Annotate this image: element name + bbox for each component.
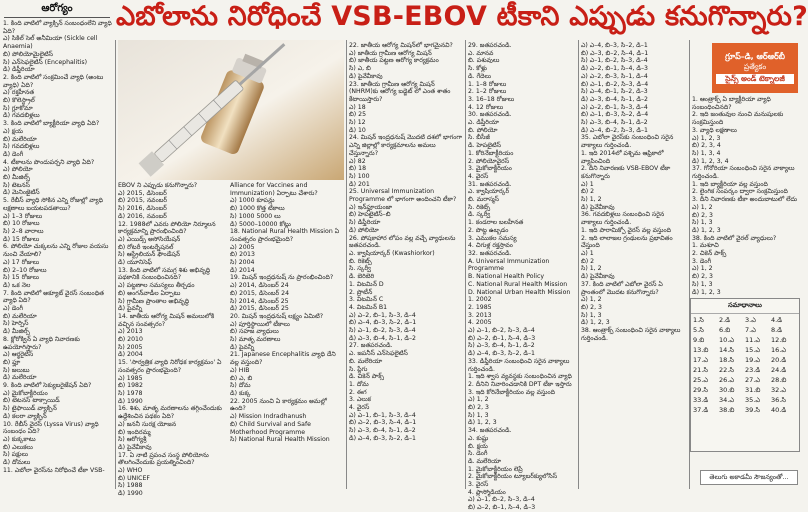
answer-item: 25.ఎ	[693, 376, 708, 384]
answer-item: 37.డి	[693, 406, 709, 414]
answer-item: 21.సి	[693, 366, 708, 374]
answer-item: 19.ఎ	[745, 356, 760, 364]
left-question-column	[0, 0, 114, 489]
answer-item: 8.డి	[771, 326, 783, 334]
answer-item: 3.ఎ	[745, 316, 756, 324]
column-divider	[346, 40, 347, 489]
author-box	[712, 43, 798, 93]
answer-item: 23.డి	[745, 366, 761, 374]
answer-item: 27.ఎ	[745, 376, 760, 384]
answer-item: 39.సి	[745, 406, 760, 414]
answer-item: 26.ఎ	[719, 376, 734, 384]
answer-item: 9.బి	[693, 336, 705, 344]
answer-grid	[691, 314, 799, 416]
answer-item: 31.బి	[745, 386, 761, 394]
answer-item: 38.బి	[719, 406, 735, 414]
question-column-2: EBOV ని ఎప్పుడు కనుగొన్నారు? ఎ) 2015, డిసెంబర్ బి) 2015, నవంబర్ సి) 2016, డిసెంబర్ డి) 2016, నవంబర్ 12. 1988లో ఎవరు పోలియో నిర్మూలన కార్యక్రమాన్ని ప్రారంభించింది? ఎ) ఎయిడ్స్ అసోసియేషన్ బి) రోటరీ ఇంటర్నేషనల్ సి) ఆస్ట్రేలియన్ ఫౌండేషన్ డి) యూనిసెఫ్ 13. కింది వాటిలో సమగ్ర శిశు అభివృద్ధి పథకానికి సంబంధించినది? ఎ) పట్టణాల సమస్యలు తీర్చడం బి) అంగన్‌వాడీల ఏర్పాటు సి) గ్రామీణ ప్రాంతాల అభివృద్ధి డి) పైవన్నీ 14. జాతీయ ఆరోగ్య మిషన్ అమలులోకి వచ్చిన సంవత్సరం? ఎ) 2013 బి) 2010 సి) 2005 డి) 2004 15. 'సార్వత్రిక వ్యాధి నిరోధక కార్యక్రమం' ఏ సంవత్సరం ప్రారంభమైంది? ఎ) 1985 బి) 1982 సి) 1978 డి) 1990 16. శిశు, మాతృ మరణాలను తగ్గించేందుకు ఉద్దేశించిన పథకం ఏది? ఎ) జననీ సురక్ష యోజన బి) ఇందిరమ్మ సి) ఆరోగ్యశ్రీ డి) పైవేవీకావు 17. ఏ నాటి ప్రపంచ సంస్థ పోలియోను తొలగించేందుకు ప్రయత్నించింది? ఎ) WHO బి) UNICEF సి) 1988 డి) 1990	[118, 182, 222, 498]
author-line-2: ప్రత్యేకం	[743, 62, 767, 71]
answer-item: 6.బి	[719, 326, 731, 334]
answer-item: 13.బి	[693, 346, 709, 354]
vaccine-photo	[118, 40, 344, 180]
answer-key	[690, 298, 800, 452]
author-line-1: గ్రూప్–డి, ఆర్ఆర్‌బీ	[725, 52, 785, 61]
answer-item: 2.డి	[719, 316, 731, 324]
question-column-7: 1. ఆంత్రాక్స్ ఏ బ్యాక్టీరియా వ్యాధి సంబంధించినది? 2. ఇది జంతువుల నుంచి మనుషులకు సంక్రమిస్తుంది 3. వ్యాధి లక్షణాలు ఎ) 1, 2, 3 బి) 2, 3, 4 సి) 1, 3, 4 డి) 1, 2, 3, 4 37. గోనోరియా సంబంధించి సరైన వాక్యాలు గుర్తించండి. 1. ఇది బ్యాక్టీరియా వల్ల వస్తుంది 2. లైంగిక సంపర్కం ద్వారా సంక్రమిస్తుంది 3. దీని నివారణకు టీకా అందుబాటులో లేదు ఎ) 1, 2 బి) 2, 3 సి) 1, 3 డి) 1, 2, 3 38. కింది వాటిలో వైరల్ వ్యాధులు? 1. మశూచి 2. చికెన్ పాక్స్ 3. డెంగీ ఎ) 1, 2 బి) 2, 3 సి) 1, 3 డి) 1, 2, 3	[692, 96, 797, 296]
answer-item: 10.ఎ	[719, 336, 734, 344]
question-column-4: 22. జాతీయ ఆరోగ్య మిషన్‌లో భాగమైనవి? ఎ) జాతీయ గ్రామీణ ఆరోగ్య మిషన్ బి) జాతీయ పట్టణ ఆరోగ్య కార్యక్రమం సి) ఎ, బి డి) పైవేవీకావు 23. జాతీయ గ్రామీణ ఆరోగ్య మిషన్ (NHRM)కు ఆరోగ్య బడ్జెట్ లో ఎంత శాతం కేటాయిస్తారు? ఎ) 18 బి) 25 సి) 12 డి) 10 24. మిషన్ ఇంద్రధనుష్ మొదటి దశలో భాగంగా ఎన్ని జిల్లాల్లో కార్యక్రమాలను అమలు చేస్తున్నారు? ఎ) 82 బి) 18 సి) 100 డి) 201 25. Universal Immunization Programme లో భాగంగా అందించని టీకా? ఎ) ఇన్‌ఫ్లూయంజా బి) హెపటైటిస్–బి సి) డిఫ్తీరియా డి) పోలియో 26. పోషకాహార లోపం వల్ల వచ్చే వ్యాధులను జతపరచండి. ఎ. క్వాషియార్కర్ (Kwashiorkor) బి. రికెట్స్ సి. స్కర్వీ డి. బెరిబెరి 1. విటమిన్ D 2. ప్రొటీన్ 3. విటమిన్ C 4. విటమిన్ B1 ఎ) ఎ–2, బి–1, సి–3, డి–4 బి) ఎ–4, బి–3, సి–2, డి–1 సి) ఎ–1, బి–2, సి–3, డి–4 డి) ఎ–3, బి–4, సి–1, డి–2 27. జతపరచండి. ఎ. జపనీస్ ఎన్‌సెఫలైటిస్ బి. మలేరియా సి. ప్లేగు డి. చికెన్ పాక్స్ 1. దోమ 2. ఈగ 3. ఎలుక 4. వైరస్ ఎ) ఎ–1, బి–1, సి–3, డి–4 బి) ఎ–2, బి–3, సి–4, డి–1 సి) ఎ–3, బి–4, సి–1, డి–2 డి) ఎ–4, బి–3, సి–2, డి–1	[349, 42, 463, 442]
department-label: సైన్స్ అండ్ టెక్నాలజీ	[716, 74, 794, 84]
answer-item: 7.ఎ	[745, 326, 756, 334]
answer-item: 5.సి	[693, 326, 704, 334]
answer-item: 11.ఎ	[745, 336, 760, 344]
answer-item: 14.సి	[719, 346, 734, 354]
question-column-5: 29. జతపరచండి. ఎ. మానవ బి. పశువులు సి. కోళ్లు డి. గేదెలు 1. 1–8 రోజులు 2. 1–2 రోజులు 3. 16–18 రోజులు 4. 12 రోజులు 30. జతపరచండి. ఎ. డిప్తీరియా బి. పోలియో సి. బీసీజీ డి. హెపటైటిస్ 1. కోరినేబాక్టీరియం 2. పోలియోవైరస్ 3. మైకోబాక్టీరియం 4. వైరస్ 31. జతపరచండి. ఎ. క్వాషియార్కర్ బి. మరాస్మస్ సి. రికెట్స్ డి. స్కర్వీ 1. కండరాల బలహీనత 2. పొట్ట ఉబ్బడం 3. ఎముకల సమస్య 4. చిగుళ్ల రక్తస్రావం 32. జతపరచండి. A. Universal Immunization Programme B. National Health Policy C. National Rural Health Mission D. National Urban Health Mission 1. 2002 2. 1985 3. 2013 4. 2005 ఎ) ఎ–1, బి–2, సి–3, డి–4 బి) ఎ–2, బి–1, సి–4, డి–3 సి) ఎ–3, బి–4, సి–1, డి–2 డి) ఎ–4, బి–3, సి–2, డి–1 33. డిఫ్తీరియా సంబంధించి సరైన వాక్యాలు గుర్తించండి. 1. ఇది శ్వాస వ్యవస్థకు సంబంధించిన వ్యాధి 2. దీనిని నివారించడానికి DPT టీకా ఇస్తారు 3. ఇది కోరినేబాక్టీరియం వల్ల వస్తుంది ఎ) 1, 2 బి) 2, 3 సి) 1, 3 డి) 1, 2, 3 34. జతపరచండి. ఎ. కుష్టు బి. క్షయ సి. డెంగీ డి. మలేరియా 1. మైకోబాక్టీరియం లెప్రే 2. మైకోబాక్టీరియం ట్యూబర్‌క్యులోసిస్ 3. వైరస్ 4. ప్లాస్మోడియం ఎ) ఎ–1, బి–2, సి–3, డి–4 బి) ఎ–2, బి–1, సి–4, డి–3	[468, 42, 572, 512]
answer-item: 12.బి	[771, 336, 787, 344]
answer-item: 18.సి	[719, 356, 734, 364]
headline: ఎబోలాను నిరోధించే VSB-EBOV టీకాని ఎప్పుడు కనుగొన్నారు?	[116, 1, 808, 32]
answer-item: 15.ఎ	[745, 346, 760, 354]
answer-item: 17.ఎ	[693, 356, 708, 364]
answer-item: 22.సి	[719, 366, 734, 374]
answer-item: 1.సి	[693, 316, 704, 324]
answer-item: 29.సి	[693, 386, 708, 394]
column-divider	[578, 40, 579, 489]
answer-item: 35.ఎ	[745, 396, 760, 404]
source-tag: తెలుగు అకాడమీ సౌజన్యంతో...	[700, 470, 798, 485]
answer-item: 34.ఎ	[719, 396, 734, 404]
answer-item: 20.డి	[771, 356, 787, 364]
left-questions: 1. కింది వాటిలో వ్యాక్సిన్ సంబంధంలేని వ్యాధి ఏది? ఎ) సికిల్ సెల్ అనీమియా (Sickle cell Anaemia) బి) పోలియోమైలైటిస్ సి) ఎన్‌సెఫలైటిస్ (Encephalitis) డి) డిఫ్తీరియా 2. కింది వాటిలో సంక్రమించే వ్యాధి (అంటు వ్యాధి) ఏది? ఎ) రక్తహీనత బి) కొలెస్ట్రాల్ సి) గ్లూకోమా డి) గవదబిళ్లలు 3. కింది వాటిలో బ్యాక్టీరియా వ్యాధి ఏది? ఎ) క్షయ బి) మలేరియా సి) గవదబిళ్లలు డి) డెంగీ 4. టీకాలను పొందుపర్చని వ్యాధి ఏది? ఎ) పోలియో బి) మీజిల్స్ సి) టెటనస్ డి) మెనింజైటిస్ 5. రేబీస్ వ్యాధి సోకిన ఎన్ని రోజుల్లో వ్యాధి లక్షణాలు బయటపడతాయి? ఎ) 1–3 రోజులు బి) 10 రోజులు సి) 2–8 వారాలు డి) 15 రోజులు 6. పోలియో చుక్కలను ఎన్ని రోజుల వయసు నుంచి వేయాలి? ఎ) 17 రోజులు బి) 2–10 రోజులు సి) 15 రోజులు డి) ఒక నెల 7. కింది వాటిలో అక్యూట్ వైరస్ సంబంధిత వ్యాధి ఏది? ఎ) డెంగీ బి) మలేరియా సి) హెర్పిస్ డి) మీజిల్స్ 8. క్లోరోక్విన్ ఏ వ్యాధి నివారణకు ఉపయోగిస్తారు? ఎ) ఆర్థరైటిస్ బి) ఫ్లూ సి) జలుబు డి) మలేరియా 9. కింది వాటిలో సెక్యుబరైజేషన్ ఏది? ఎ) మైకోబాక్టీరియం బి) టెటనస్ టాక్సాయిడ్ సి) టైఫాయిడ్ వ్యాక్సిన్ డి) కలరా వ్యాక్సిన్ 10. రేబీస్ వైరస్ (Lyssa Virus) వ్యాధి సంబంధం ఏది? ఎ) కుక్కకాటు బి) ఎలుకలు సి) పక్షులు డి) దోమలు 11. ఎబోలా వైరస్‌ను నిరోధించే టీకా VSB-	[3, 20, 112, 474]
column-divider	[115, 40, 116, 489]
answer-item: 16.ఎ	[771, 346, 786, 354]
answer-item: 32.ఎ	[771, 386, 786, 394]
answer-item: 24.డి	[771, 366, 787, 374]
answer-item: 30.బి	[719, 386, 735, 394]
answer-item: 40.డి	[771, 406, 787, 414]
answer-item: 4.డి	[771, 316, 783, 324]
syringe-vial-icon	[118, 40, 344, 180]
answer-item: 33.డి	[693, 396, 709, 404]
question-column-6: ఎ) ఎ–4, బి–3, సి–2, డి–1 బి) ఎ–3, బి–2, సి–4, డి–1 సి) ఎ–1, బి–2, సి–3, డి–4 డి) ఎ–2, బి–1, సి–4, డి–3 ఎ) ఎ–2, బి–3, సి–1, డి–4 బి) ఎ–1, బి–2, సి–3, డి–4 సి) ఎ–4, బి–1, సి–2, డి–3 డి) ఎ–3, బి–4, సి–1, డి–2 ఎ) ఎ–2, బి–1, సి–3, డి–4 బి) ఎ–1, బి–3, సి–2, డి–4 సి) ఎ–3, బి–4, సి–1, డి–2 డి) ఎ–4, బి–2, సి–3, డి–1 35. ఎబోలా వైరస్‌కు సంబంధించి సరైన వాక్యాలు గుర్తించండి. 1. ఇది 2014లో పశ్చిమ ఆఫ్రికాలో వ్యాపించింది 2. దీని నివారణకు VSB-EBOV టీకా కనుగొన్నారు ఎ) 1 బి) 2 సి) 1, 2 డి) పైవేవీకావు 36. గవదబిళ్లలు సంబంధించి సరైన వాక్యాలు గుర్తించండి. 1. ఇది పారామిక్సో వైరస్ వల్ల వస్తుంది 2. ఇది లాలాజల గ్రంథులను ప్రభావితం చేస్తుంది ఎ) 1 బి) 2 సి) 1, 2 డి) పైవేవీకావు 37. కింది వాటిలో ఎబోలా వైరస్ ఏ ప్రాంతంలో మొదట కనుగొన్నారు? ఎ) 1, 2 బి) 2, 3 సి) 1, 3 డి) 1, 2, 3 38. ఆంత్రాక్స్ సంబంధించి సరైన వాక్యాలు గుర్తించండి.	[581, 42, 681, 342]
answer-item: 28.బి	[771, 376, 787, 384]
column-divider	[465, 40, 466, 489]
answer-key-title: సమాధానాలు	[691, 299, 799, 314]
answer-item: 36.సి	[771, 396, 786, 404]
section-title: ఆరోగ్యం	[4, 2, 110, 18]
question-column-3: Alliance for Vaccines and Immunization) ఏర్పాటు చేశారు? ఎ) 1000 కూపన్లు బి) 1000 కొత్త టీకాలు సి) 1000 5000 లు డి) 5000–10000 కోట్లు 18. National Rural Health Mission ఏ సంవత్సరం ప్రారంభమైంది? ఎ) 2005 బి) 2013 సి) 2004 డి) 2014 19. మిషన్ ఇంద్రధనుష్ ను ప్రారంభించింది? ఎ) 2014, డిసెంబర్ 24 బి) 2015, డిసెంబర్ 24 సి) 2014, డిసెంబర్ 25 డి) 2015, డిసెంబర్ 25 20. మిషన్ ఇంద్రధనుష్ లక్ష్యం ఏమిటి? ఎ) పూర్తిస్థాయిలో టీకాలు బి) సహజ వ్యాధులు సి) మాతృ మరణాలు డి) పైవన్నీ 21. Japanese Encephalitis వ్యాధి దేని వల్ల వస్తుంది? ఎ) HIB బి) ఎ, బి సి) దోమ డి) కుక్క 22. 2005 నుంచి ఏ కార్యక్రమం అమల్లో ఉంది? ఎ) Mission Indradhanush బి) Child Survival and Safe Motherhood Programme సి) National Rural Health Mission	[230, 182, 340, 444]
